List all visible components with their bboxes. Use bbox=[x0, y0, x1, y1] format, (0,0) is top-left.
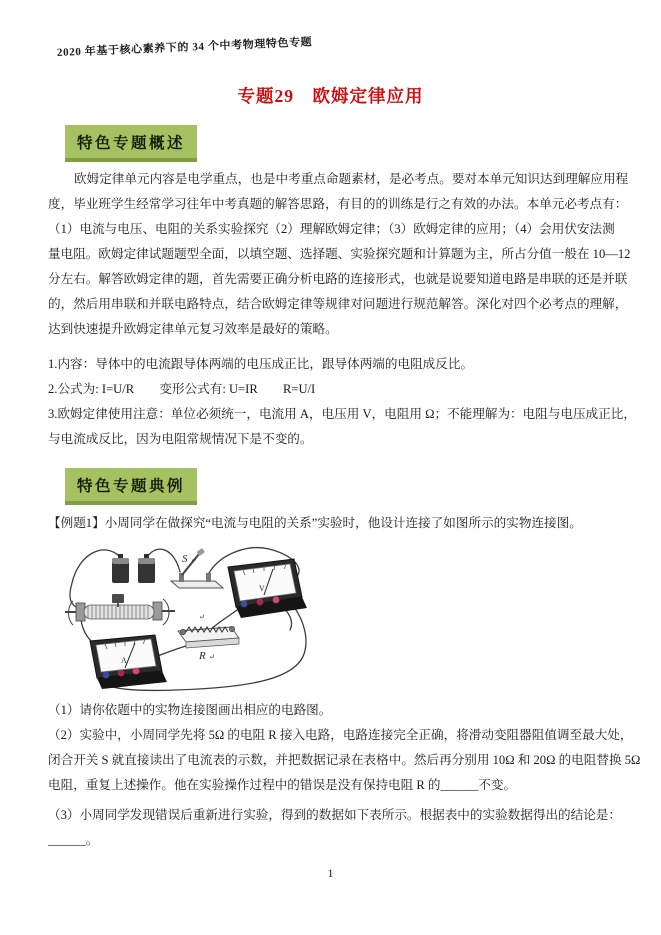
switch-label: S bbox=[182, 553, 188, 565]
question-2 bbox=[48, 723, 641, 798]
page-title: 专题29 欧姆定律应用 bbox=[237, 86, 424, 106]
paragraph-line: 分左右。解答欧姆定律的题，首先需要正确分析电路的连接形式，也就是说要知道电路是串联的还是并联 bbox=[48, 272, 628, 286]
return-mark-icon: ↵ bbox=[209, 653, 215, 661]
paragraph-line: 量电阻。欧姆定律试题题型全面，以填空题、选择题、实验探究题和计算题为主，所占分值一般在 10—12 bbox=[48, 247, 631, 261]
question-line: ______。 bbox=[48, 833, 99, 847]
circuit-apparatus-photo bbox=[63, 545, 321, 695]
question-1 bbox=[48, 698, 615, 723]
paragraph-line: 的，然后用串联和并联电路特点，结合欧姆定律等规律对问题进行规范解答。深化对四个必考点的理解， bbox=[48, 297, 628, 311]
paragraph-line: （1）电流与电压、电阻的关系实验探究（2）理解欧姆定律；（3）欧姆定律的应用；（4）会用伏安法测 bbox=[48, 222, 615, 236]
resistor-label: R bbox=[199, 650, 206, 662]
paragraph-line: 度，毕业班学生经常学习往年中考真题的解答思路，有目的的训练是行之有效的办法。本单元必考点有： bbox=[48, 197, 628, 211]
return-mark-icon: ↵ bbox=[199, 613, 205, 621]
voltmeter bbox=[228, 559, 307, 618]
return-mark-icon: ↵ bbox=[191, 556, 197, 564]
paragraph-line: 达到快速提升欧姆定律单元复习效率是最好的策略。 bbox=[48, 322, 338, 336]
voltmeter-label: V bbox=[259, 584, 265, 593]
ohm-law-points bbox=[48, 352, 636, 452]
example-intro-line: 【例题1】小周同学在做探究“电流与电阻的关系”实验时，他设计连接了如图所示的实物连接图。 bbox=[48, 516, 582, 530]
question-line: 电阻，重复上述操作。他在实验操作过程中的错误是没有保持电阻 R 的______不变。 bbox=[48, 778, 517, 792]
question-line: （3）小周同学发现错误后重新进行实验，得到的数据如下表所示。根据表中的实验数据得出的结论是： bbox=[48, 808, 622, 822]
point-line: 2.公式为: I=U/R 变形公式有: U=IR R=U/I bbox=[48, 382, 316, 396]
point-line: 1.内容：导体中的电流跟导体两端的电压成正比，跟导体两端的电阻成反比。 bbox=[48, 357, 474, 371]
point-line: 与电流成反比，因为电阻常规情况下是不变的。 bbox=[48, 432, 313, 446]
overview-paragraph bbox=[48, 167, 631, 342]
paragraph-line: 欧姆定律单元内容是电学重点，也是中考重点命题素材，是必考点。要对本单元知识达到理解应用程 bbox=[74, 172, 629, 186]
question-line: （1）请你依题中的实物连接图画出相应的电路图。 bbox=[48, 703, 332, 717]
question-3 bbox=[48, 803, 622, 853]
battery-cells bbox=[112, 554, 155, 583]
ammeter-label: A bbox=[121, 656, 127, 665]
question-line: （2）实验中，小周同学先将 5Ω 的电阻 R 接入电路，电路连接完全正确，将滑动变阻器阻值调至最大处， bbox=[48, 728, 633, 742]
ammeter bbox=[90, 635, 167, 689]
point-line: 3.欧姆定律使用注意：单位必须统一，电流用 A，电压用 V，电阻用 Ω；不能理解为：电阻与电压成正比， bbox=[48, 407, 636, 421]
question-line: 闭合开关 S 就直接读出了电流表的示数，并把数据记录在表格中。然后再分别用 10Ω 和 20Ω 的电阻替换 5Ω bbox=[48, 753, 641, 767]
page-number: 1 bbox=[327, 866, 334, 880]
resistor-board bbox=[178, 626, 239, 648]
rheostat bbox=[65, 594, 175, 625]
header-watermark: 2020 年基于核心素养下的 34 个中考物理特色专题 bbox=[56, 36, 313, 59]
circuit-photo-sketch bbox=[63, 545, 321, 695]
section-badge-overview: 特色专题概述 bbox=[65, 125, 197, 162]
section-badge-typical: 特色专题典例 bbox=[65, 468, 197, 505]
example-intro bbox=[48, 511, 615, 536]
